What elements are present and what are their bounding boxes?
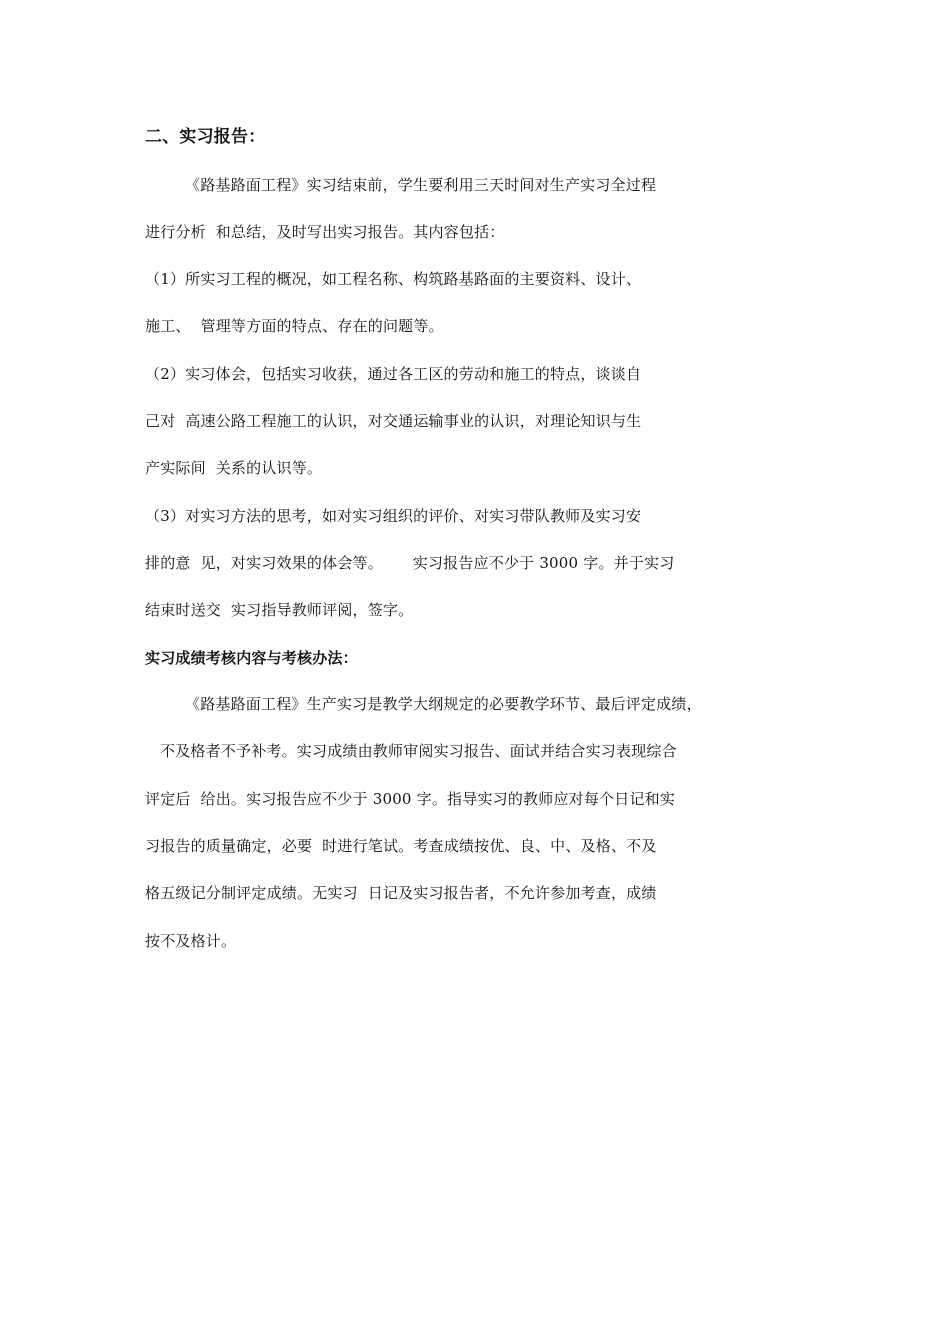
report-paragraph-line: 进行分析 和总结，及时写出实习报告。其内容包括：	[145, 223, 505, 241]
report-item-3-line: （3）对实习方法的思考，如对实习组织的评价、对实习带队教师及实习安	[145, 507, 642, 525]
report-item-1-line: （1）所实习工程的概况，如工程名称、构筑路基路面的主要资料、设计、	[145, 270, 642, 288]
report-paragraph-line: 《路基路面工程》实习结束前，学生要利用三天时间对生产实习全过程	[185, 176, 657, 194]
grading-paragraph-line: 《路基路面工程》生产实习是教学大纲规定的必要教学环节、最后评定成绩，	[185, 695, 702, 713]
report-item-3-line: 结束时送交 实习指导教师评阅，签字。	[145, 601, 414, 619]
report-item-2-line: （2）实习体会，包括实习收获，通过各工区的劳动和施工的特点，谈谈自	[145, 365, 642, 383]
grading-paragraph-line: 格五级记分制评定成绩。无实习 日记及实习报告者，不允许参加考查，成绩	[145, 884, 657, 902]
section-heading-grading: 实习成绩考核内容与考核办法：	[145, 649, 358, 667]
grading-paragraph-line: 评定后 给出。实习报告应不少于 3000 字。指导实习的教师应对每个日记和实	[145, 790, 676, 808]
report-item-2-line: 己对 高速公路工程施工的认识，对交通运输事业的认识，对理论知识与生	[145, 412, 642, 430]
report-item-2-line: 产实际间 关系的认识等。	[145, 459, 323, 477]
report-item-1-line: 施工、 管理等方面的特点、存在的问题等。	[145, 317, 444, 335]
report-item-3-line: 排的意 见，对实习效果的体会等。 实习报告应不少于 3000 字。并于实习	[145, 554, 675, 572]
grading-paragraph-line: 习报告的质量确定，必要 时进行笔试。考查成绩按优、良、中、及格、不及	[145, 837, 657, 855]
grading-paragraph-line: 按不及格计。	[145, 932, 237, 950]
section-heading-report: 二、实习报告：	[145, 127, 266, 147]
grading-paragraph-line: 不及格者不予补考。实习成绩由教师审阅实习报告、面试并结合实习表现综合	[160, 742, 677, 760]
